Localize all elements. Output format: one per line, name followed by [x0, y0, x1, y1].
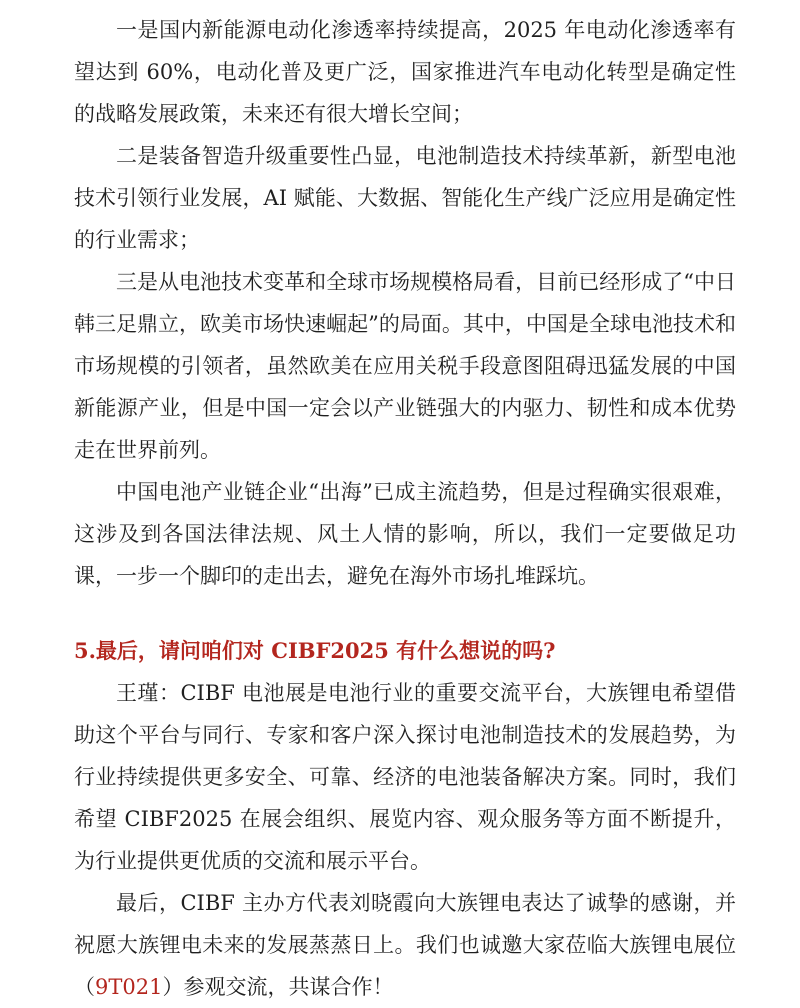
para-point-1 [74, 9, 736, 135]
para-point-2 [74, 135, 736, 261]
text-segment: 王瑾：CIBF 电池展是电池行业的重要交流平台，大族锂电希望借助这个平台与同行、专家和客户深入探讨电池制造技术的发展趋势，为行业持续提供更多安全、可靠、经济的电池装备解决方案。同时，我们希望 CIBF2025 在展会组织、展览内容、观众服务等方面不断提升，为行业提供更优质的交流和展示平台。 [74, 681, 736, 873]
text-segment: 中国电池产业链企业“出海”已成主流趋势，但是过程确实很艰难，这涉及到各国法律法规、风土人情的影响，所以，我们一定要做足功课，一步一个脚印的走出去，避免在海外市场扎堆踩坑。 [74, 480, 736, 588]
heading-text: 5.最后，请问咱们对 CIBF2025 有什么想说的吗? [74, 638, 556, 663]
text-segment: 三是从电池技术变革和全球市场规模格局看，目前已经形成了“中日韩三足鼎立，欧美市场快速崛起”的局面。其中，中国是全球电池技术和市场规模的引领者，虽然欧美在应用关税手段意图阻碍迅猛发展的中国新能源产业，但是中国一定会以产业链强大的内驱力、韧性和成本优势走在世界前列。 [74, 270, 736, 462]
text-segment: 二是装备智造升级重要性凸显，电池制造技术持续革新，新型电池技术引领行业发展，AI 赋能、大数据、智能化生产线广泛应用是确定性的行业需求； [74, 144, 736, 252]
para-answer-wangjin [74, 672, 736, 882]
booth-number: 9T021 [95, 975, 163, 999]
para-point-3 [74, 261, 736, 471]
question-5-heading [74, 630, 736, 672]
para-going-overseas [74, 471, 736, 597]
text-segment: 一是国内新能源电动化渗透率持续提高，2025 年电动化渗透率有望达到 60%，电动化普及更广泛，国家推进汽车电动化转型是确定性的战略发展政策，未来还有很大增长空间； [74, 18, 736, 126]
text-segment: 最后，CIBF 主办方代表刘晓霞向大族锂电表达了诚挚的感谢，并祝愿大族锂电未来的发展蒸蒸日上。我们也诚邀大家莅临大族锂电展位（ [74, 891, 736, 999]
para-closing [74, 882, 736, 1008]
text-segment: ）参观交流，共谋合作！ [162, 975, 394, 999]
